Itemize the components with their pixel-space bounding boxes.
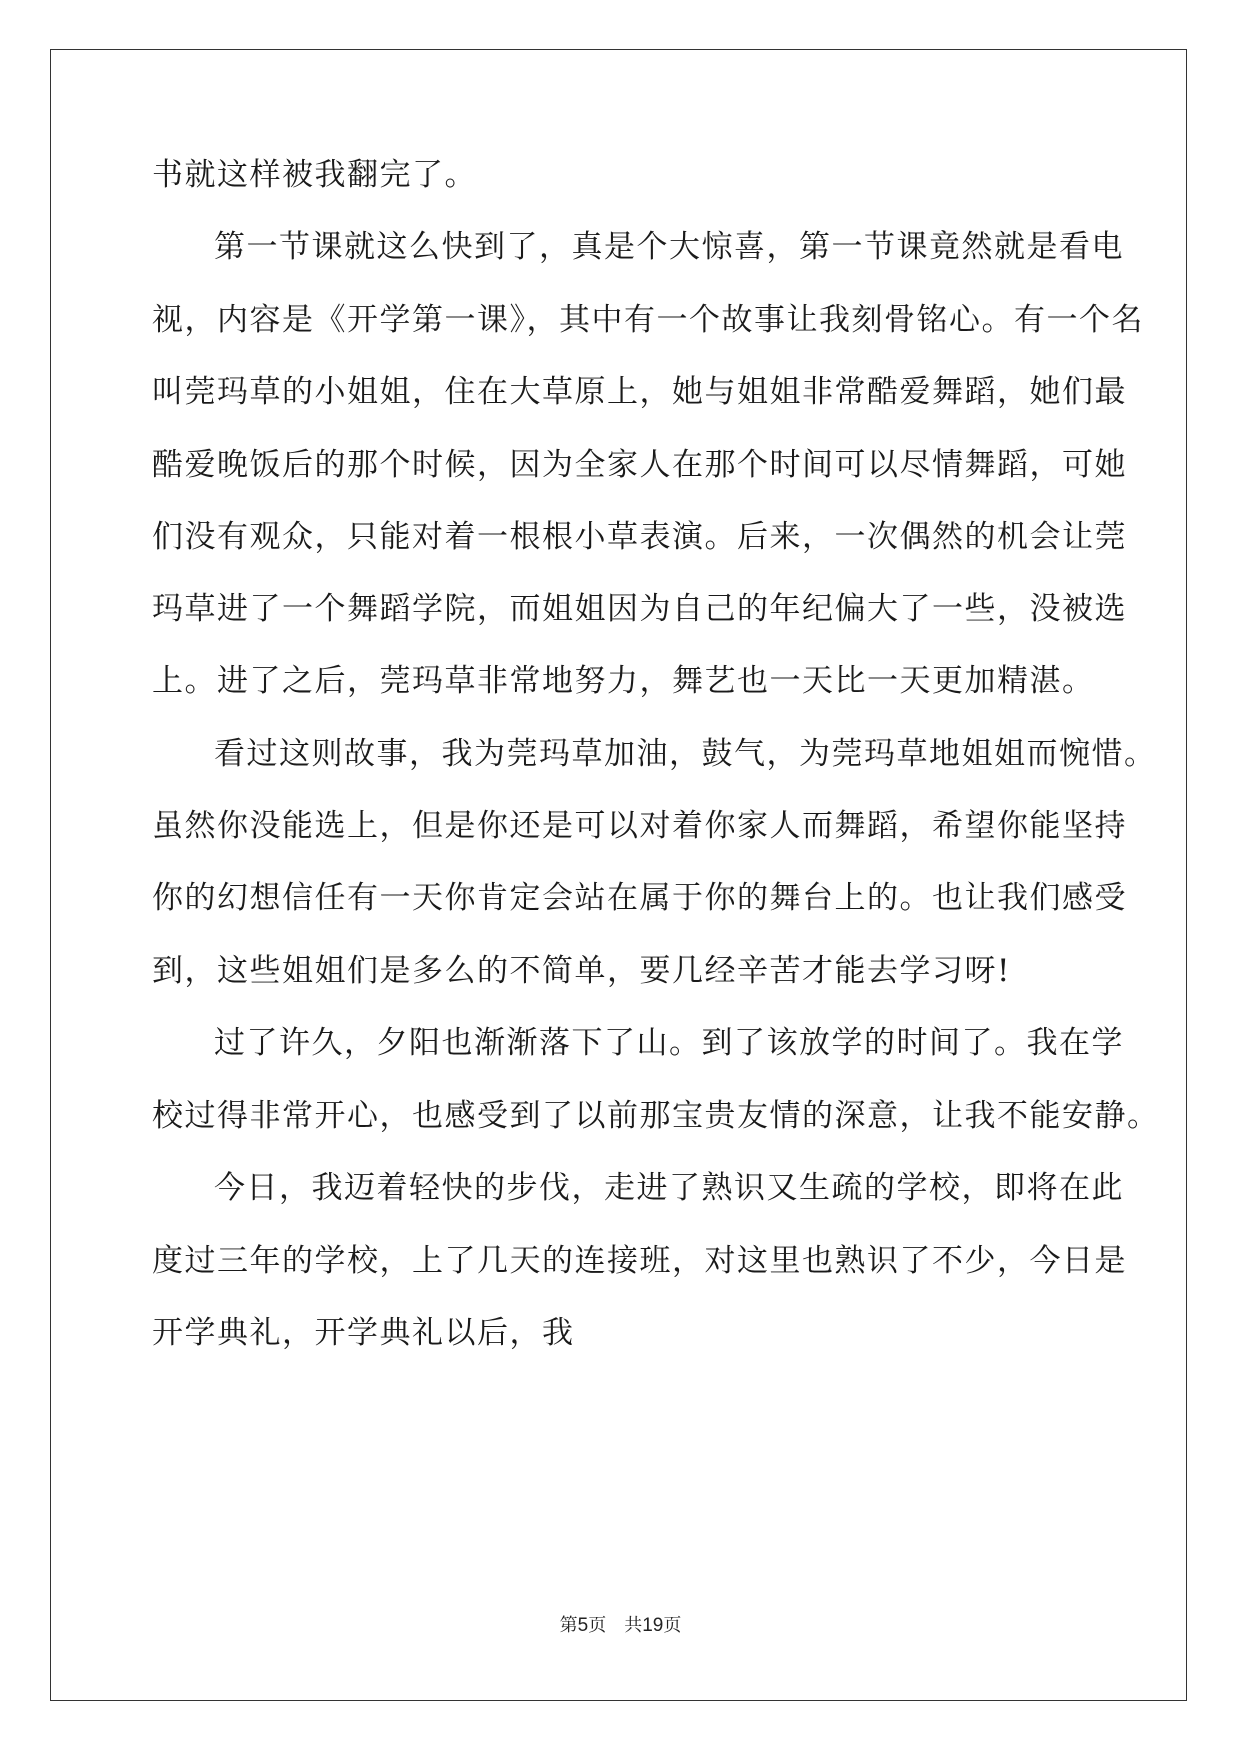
paragraph-line: 第一节课就这么快到了，真是个大惊喜，第一节课竟然就是看电: [214, 229, 1124, 265]
footer-suffix: 页: [663, 1615, 682, 1636]
paragraph-line: 今日，我迈着轻快的步伐，走进了熟识又生疏的学校，即将在此: [214, 1170, 1124, 1206]
paragraph-line: 开学典礼，开学典礼以后，我: [152, 1315, 575, 1351]
page-border: [50, 49, 1187, 1701]
paragraph-line: 上。进了之后，莞玛草非常地努力，舞艺也一天比一天更加精湛。: [152, 663, 1095, 699]
paragraph-line: 书就这样被我翻完了。: [152, 157, 477, 193]
paragraph-line: 校过得非常开心，也感受到了以前那宝贵友情的深意，让我不能安静。: [152, 1098, 1160, 1134]
paragraph-line: 酷爱晚饭后的那个时候，因为全家人在那个时间可以尽情舞蹈，可她: [152, 447, 1127, 483]
footer-prefix: 第: [559, 1615, 578, 1636]
paragraph-line: 度过三年的学校，上了几天的连接班，对这里也熟识了不少，今日是: [152, 1243, 1127, 1279]
footer-mid: 页 共: [588, 1615, 643, 1636]
paragraph-line: 过了许久，夕阳也渐渐落下了山。到了该放学的时间了。我在学: [214, 1025, 1124, 1061]
total-pages-number: 19: [642, 1615, 664, 1636]
paragraph-line: 看过这则故事，我为莞玛草加油，鼓气，为莞玛草地姐姐而惋惜。: [214, 736, 1157, 772]
paragraph-line: 你的幻想信任有一天你肯定会站在属于你的舞台上的。也让我们感受: [152, 880, 1127, 916]
paragraph-line: 叫莞玛草的小姐姐，住在大草原上，她与姐姐非常酷爱舞蹈，她们最: [152, 374, 1127, 410]
paragraph-line: 玛草进了一个舞蹈学院，而姐姐因为自己的年纪偏大了一些，没被选: [152, 591, 1127, 627]
current-page-number: 5: [577, 1615, 589, 1636]
paragraph-line: 视，内容是《开学第一课》，其中有一个故事让我刻骨铭心。有一个名: [152, 302, 1144, 338]
paragraph-line: 们没有观众，只能对着一根根小草表演。后来，一次偶然的机会让莞: [152, 519, 1127, 555]
paragraph-line: 虽然你没能选上，但是你还是可以对着你家人而舞蹈，希望你能坚持: [152, 808, 1127, 844]
page-footer: [0, 1614, 1241, 1638]
paragraph-line: 到，这些姐姐们是多么的不简单，要几经辛苦才能去学习呀!: [152, 953, 1011, 989]
